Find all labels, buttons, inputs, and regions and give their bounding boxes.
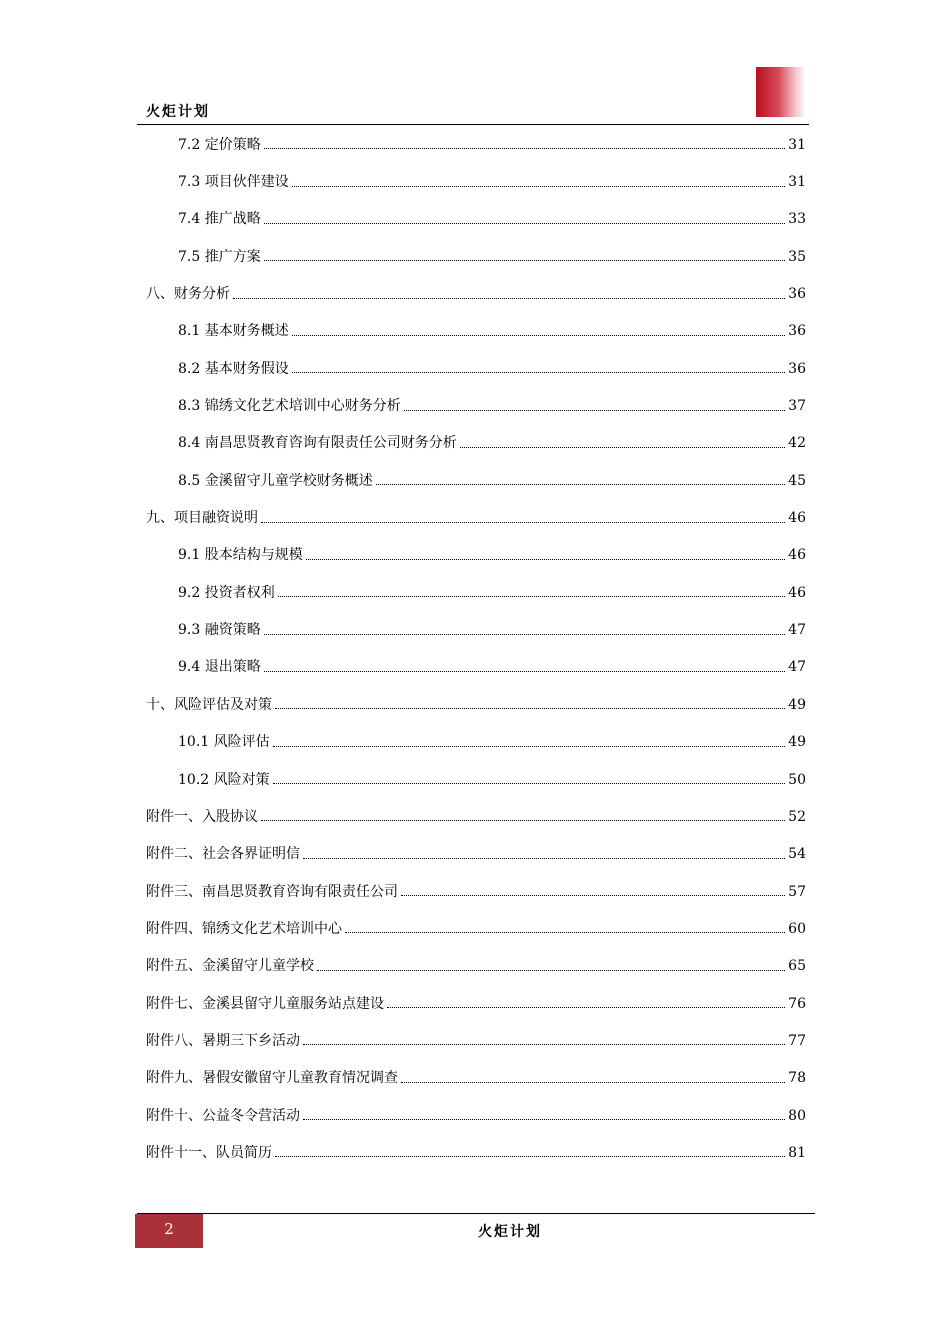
toc-entry-page: 36	[788, 360, 806, 377]
toc-entry-label: 9.2 投资者权利	[178, 584, 275, 601]
toc-entry-label: 10.2 风险对策	[178, 771, 270, 788]
toc-dot-leader	[278, 582, 785, 597]
toc-entry-label: 九、项目融资说明	[146, 510, 258, 527]
toc-entry[interactable]	[146, 1022, 806, 1059]
toc-entry-page: 45	[788, 472, 806, 489]
toc-entry-label: 附件十一、队员简历	[146, 1144, 272, 1161]
toc-dot-leader	[273, 769, 786, 784]
toc-dot-leader	[303, 844, 785, 859]
toc-entry-page: 49	[788, 734, 806, 751]
toc-entry-label: 8.2 基本财务假设	[178, 360, 289, 377]
toc-entry-page: 42	[788, 435, 806, 452]
toc-dot-leader	[306, 545, 785, 560]
toc-entry-page: 52	[788, 808, 806, 825]
toc-entry[interactable]	[146, 574, 806, 611]
toc-entry-label: 8.5 金溪留守儿童学校财务概述	[178, 472, 373, 489]
toc-dot-leader	[404, 396, 785, 411]
toc-dot-leader	[387, 993, 785, 1008]
toc-dot-leader	[292, 172, 785, 187]
toc-entry[interactable]	[146, 201, 806, 238]
toc-dot-leader	[460, 433, 785, 448]
toc-entry[interactable]	[146, 1134, 806, 1171]
toc-entry[interactable]	[146, 836, 806, 873]
toc-dot-leader	[401, 1068, 785, 1083]
toc-entry[interactable]	[146, 724, 806, 761]
toc-dot-leader	[264, 209, 785, 224]
toc-entry-label: 附件七、金溪县留守儿童服务站点建设	[146, 995, 384, 1012]
toc-entry-label: 9.4 退出策略	[178, 659, 261, 676]
toc-entry-page: 65	[788, 958, 806, 975]
toc-entry-label: 附件五、金溪留守儿童学校	[146, 958, 314, 975]
toc-entry[interactable]	[146, 499, 806, 536]
toc-entry-label: 10.1 风险评估	[178, 734, 270, 751]
toc-entry[interactable]	[146, 1097, 806, 1134]
toc-entry[interactable]	[146, 1060, 806, 1097]
toc-entry[interactable]	[146, 238, 806, 275]
toc-entry-label: 附件八、暑期三下乡活动	[146, 1032, 300, 1049]
toc-entry[interactable]	[146, 611, 806, 648]
toc-entry[interactable]	[146, 462, 806, 499]
footer-title: 火炬计划	[478, 1224, 542, 1240]
toc-entry[interactable]	[146, 761, 806, 798]
toc-entry-label: 8.4 南昌思贤教育咨询有限责任公司财务分析	[178, 435, 457, 452]
toc-entry-page: 46	[788, 584, 806, 601]
toc-entry-page: 47	[788, 659, 806, 676]
toc-entry-label: 7.2 定价策略	[178, 136, 261, 153]
toc-entry[interactable]	[146, 910, 806, 947]
toc-dot-leader	[317, 956, 785, 971]
toc-entry-label: 十、风险评估及对策	[146, 696, 272, 713]
toc-entry-page: 47	[788, 622, 806, 639]
toc-entry[interactable]	[146, 126, 806, 163]
footer-divider	[137, 1213, 815, 1214]
toc-entry-page: 76	[788, 995, 806, 1012]
toc-dot-leader	[233, 284, 785, 299]
toc-dot-leader	[261, 508, 785, 523]
toc-entry[interactable]	[146, 948, 806, 985]
toc-entry-label: 7.5 推广方案	[178, 248, 261, 265]
toc-entry-page: 31	[788, 174, 806, 191]
toc-entry[interactable]	[146, 873, 806, 910]
toc-entry-page: 80	[788, 1107, 806, 1124]
toc-dot-leader	[376, 470, 785, 485]
toc-entry-label: 8.1 基本财务概述	[178, 323, 289, 340]
toc-dot-leader	[345, 918, 785, 933]
toc-entry-label: 9.3 融资策略	[178, 622, 261, 639]
toc-entry-label: 7.4 推广战略	[178, 211, 261, 228]
toc-dot-leader	[401, 881, 785, 896]
toc-entry-label: 八、财务分析	[146, 286, 230, 303]
header-title: 火炬计划	[146, 104, 210, 120]
toc-dot-leader	[292, 358, 785, 373]
toc-entry-page: 37	[788, 398, 806, 415]
toc-entry-label: 7.3 项目伙伴建设	[178, 174, 289, 191]
toc-entry-label: 附件九、暑假安徽留守儿童教育情况调查	[146, 1070, 398, 1087]
toc-dot-leader	[264, 246, 785, 261]
toc-entry-label: 8.3 锦绣文化艺术培训中心财务分析	[178, 398, 401, 415]
toc-entry-page: 36	[788, 286, 806, 303]
toc-entry[interactable]	[146, 649, 806, 686]
toc-entry-label: 附件三、南昌思贤教育咨询有限责任公司	[146, 883, 398, 900]
toc-entry-page: 46	[788, 510, 806, 527]
toc-dot-leader	[264, 620, 785, 635]
toc-entry[interactable]	[146, 313, 806, 350]
toc-entry-label: 附件四、锦绣文化艺术培训中心	[146, 920, 342, 937]
toc-entry-page: 35	[788, 248, 806, 265]
header-divider	[137, 124, 809, 125]
toc-dot-leader	[303, 1030, 785, 1045]
toc-entry[interactable]	[146, 425, 806, 462]
toc-dot-leader	[292, 321, 785, 336]
toc-entry[interactable]	[146, 275, 806, 312]
toc-entry-page: 57	[788, 883, 806, 900]
toc-dot-leader	[275, 1142, 785, 1157]
toc-entry[interactable]	[146, 798, 806, 835]
toc-entry-page: 36	[788, 323, 806, 340]
toc-dot-leader	[273, 732, 786, 747]
toc-dot-leader	[264, 657, 785, 672]
toc-entry-label: 附件二、社会各界证明信	[146, 846, 300, 863]
toc-entry-page: 60	[788, 920, 806, 937]
toc-entry-page: 50	[788, 771, 806, 788]
toc-entry-label: 9.1 股本结构与规模	[178, 547, 303, 564]
toc-entry[interactable]	[146, 163, 806, 200]
toc-entry-page: 81	[788, 1144, 806, 1161]
toc-entry[interactable]	[146, 387, 806, 424]
toc-dot-leader	[261, 806, 785, 821]
toc-entry[interactable]	[146, 686, 806, 723]
toc-dot-leader	[303, 1105, 785, 1120]
toc-dot-leader	[275, 694, 785, 709]
toc-entry-page: 33	[788, 211, 806, 228]
toc-entry-page: 77	[788, 1032, 806, 1049]
toc-entry-label: 附件十、公益冬令营活动	[146, 1107, 300, 1124]
toc-dot-leader	[264, 134, 785, 149]
toc-entry[interactable]	[146, 350, 806, 387]
header-logo-graphic	[756, 67, 806, 117]
toc-entry-page: 78	[788, 1070, 806, 1087]
toc-entry[interactable]	[146, 537, 806, 574]
toc-entry-label: 附件一、入股协议	[146, 808, 258, 825]
toc-entry-page: 31	[788, 136, 806, 153]
toc-entry[interactable]	[146, 985, 806, 1022]
toc-entry-page: 49	[788, 696, 806, 713]
toc-entry-page: 54	[788, 846, 806, 863]
footer-page-number: 2	[135, 1214, 203, 1248]
table-of-contents	[146, 126, 806, 1172]
toc-entry-page: 46	[788, 547, 806, 564]
